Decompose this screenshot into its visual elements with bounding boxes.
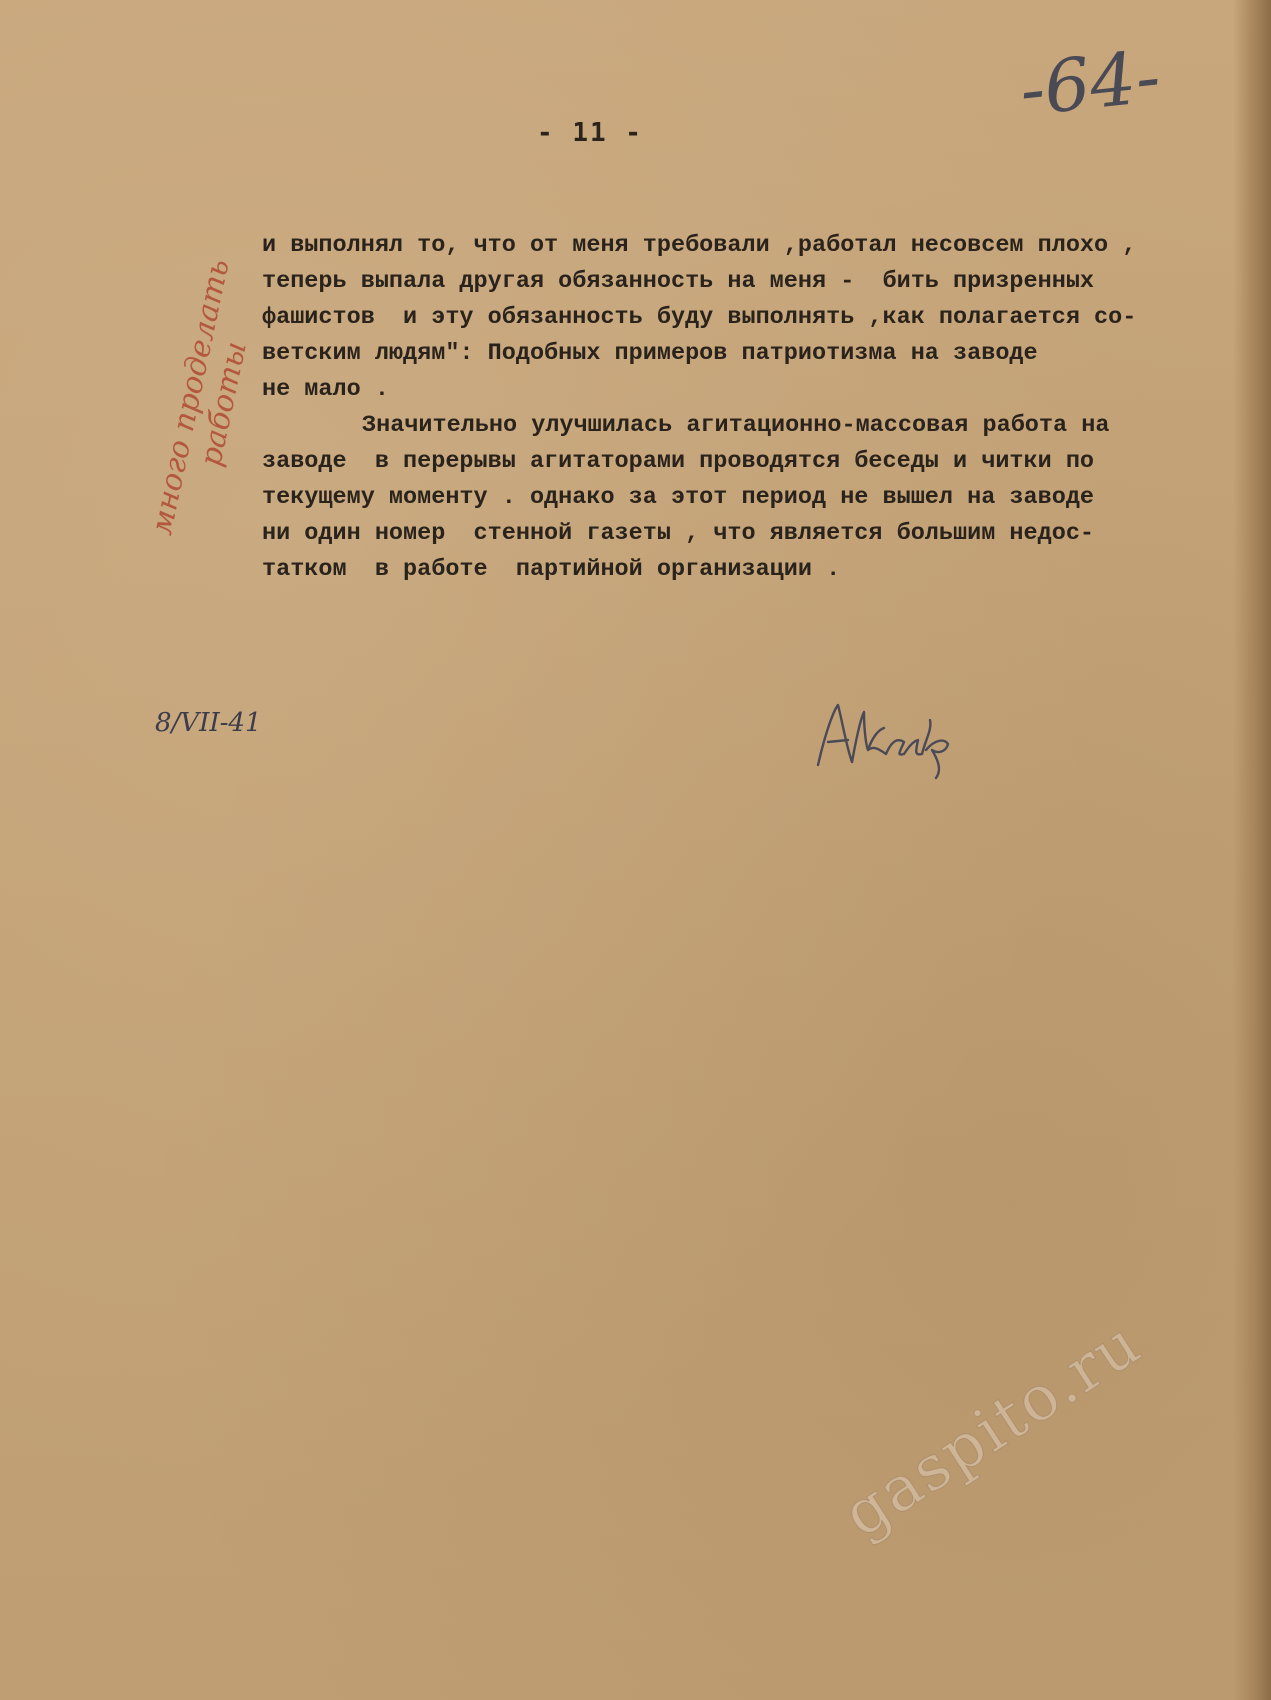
body-line: текущему моменту . однако за этот период не вышел на заводе xyxy=(262,484,1095,511)
handwritten-date: 8/VII-41 xyxy=(155,708,262,738)
folio-number: -64- xyxy=(1015,33,1165,133)
body-line: татком в работе партийной организации . xyxy=(262,556,841,583)
body-line: теперь выпала другая обязанность на меня - бить призренных xyxy=(262,268,1095,295)
signature xyxy=(808,690,978,780)
body-line: заводе в перерывы агитаторами проводятся беседы и читки по xyxy=(262,448,1095,475)
watermark: gaspito.ru xyxy=(830,1305,1154,1552)
page-edge-shadow xyxy=(1233,0,1271,1700)
handwritten-margin-note: много проделать работы xyxy=(144,256,254,538)
body-line: ни один номер стенной газеты , что является большим недос- xyxy=(262,520,1095,547)
body-line: Значительно улучшилась агитационно-массовая работа на xyxy=(362,412,1110,439)
body-line: ветским людям": Подобных примеров патриотизма на заводе xyxy=(262,340,1038,367)
typed-body xyxy=(262,228,1222,588)
body-line: фашистов и эту обязанность буду выполнять ,как полагается со- xyxy=(262,304,1137,331)
body-line: и выполнял то, что от меня требовали ,работал несовсем плохо , xyxy=(262,232,1137,259)
page-number: - 11 - xyxy=(537,118,643,148)
body-line: не мало . xyxy=(262,376,389,403)
